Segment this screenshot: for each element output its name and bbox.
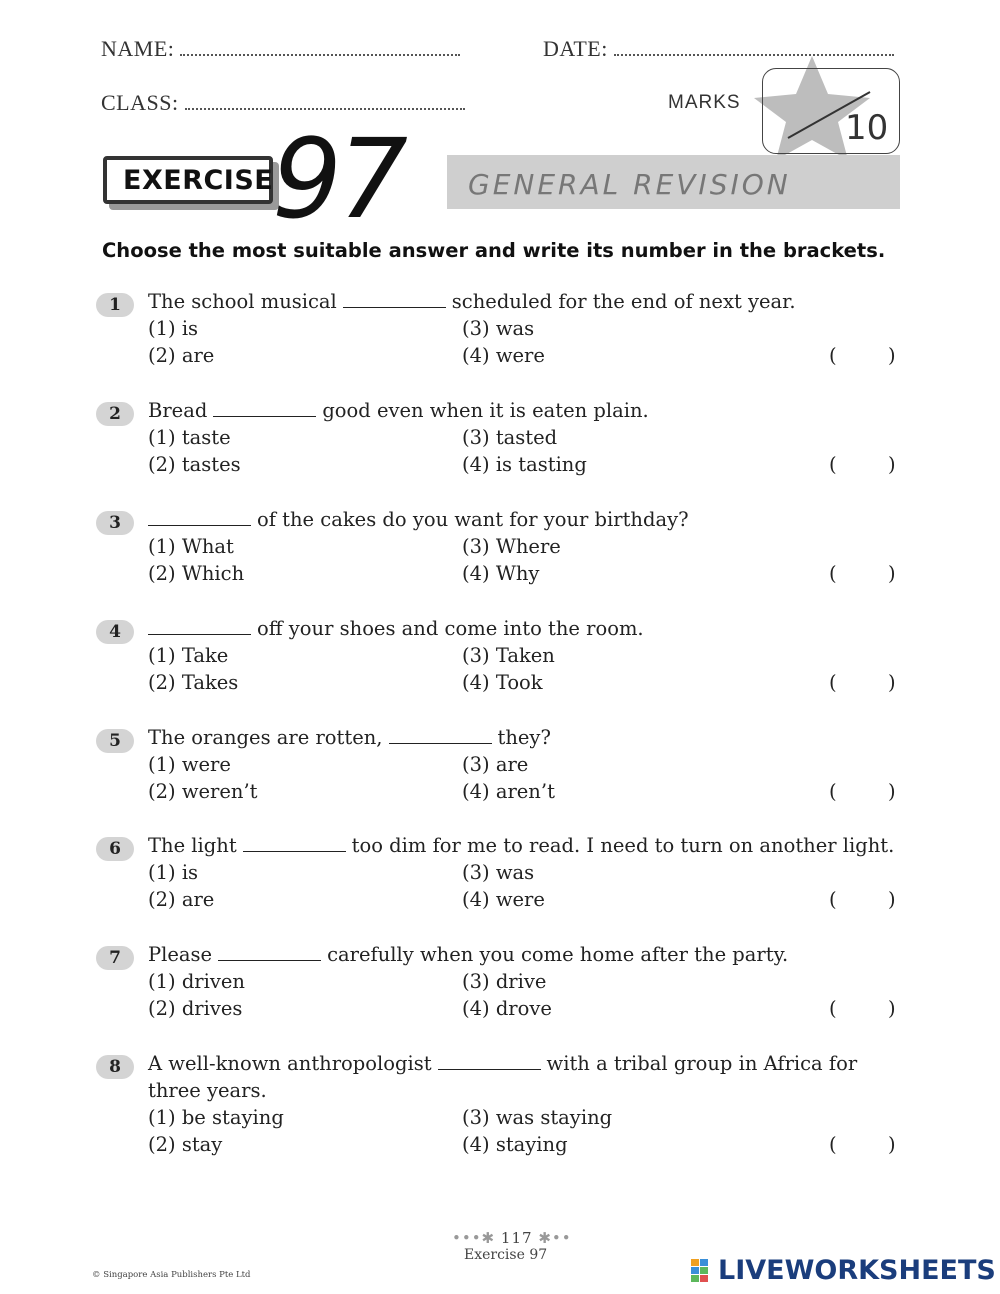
class-field xyxy=(101,90,465,116)
option-4[interactable]: (4) aren’t xyxy=(462,780,555,803)
answer-bracket-close: ) xyxy=(888,671,896,694)
answer-blank[interactable] xyxy=(148,511,251,526)
option-1[interactable]: (1) Take xyxy=(148,644,229,667)
page-number-line xyxy=(452,1229,572,1247)
liveworksheets-brand: LIVEWORKSHEETS xyxy=(718,1255,996,1286)
exercise-badge-label: EXERCISE xyxy=(123,164,274,196)
question-text xyxy=(148,399,649,422)
question-text-after: off your shoes and come into the room. xyxy=(257,617,644,640)
option-3[interactable]: (3) Taken xyxy=(462,644,555,667)
question-number-text: 6 xyxy=(109,839,121,859)
question-number xyxy=(96,946,134,970)
footer-dots-right: ✱•• xyxy=(538,1229,572,1247)
marks-label: MARKS xyxy=(668,92,741,113)
exercise-badge xyxy=(103,156,273,204)
option-1[interactable]: (1) be staying xyxy=(148,1106,284,1129)
question-text-after: good even when it is eaten plain. xyxy=(322,399,649,422)
answer-blank[interactable] xyxy=(243,837,346,852)
question-text-continued: three years. xyxy=(148,1079,267,1102)
exercise-number: 97 xyxy=(272,115,404,243)
question-text-before: The school musical xyxy=(148,290,337,313)
question-number-text: 1 xyxy=(109,295,121,315)
answer-bracket-open: ( xyxy=(829,888,837,911)
option-3[interactable]: (3) drive xyxy=(462,970,547,993)
option-2[interactable]: (2) Which xyxy=(148,562,245,585)
name-line[interactable] xyxy=(180,50,460,56)
option-2[interactable]: (2) Takes xyxy=(148,671,239,694)
option-2[interactable]: (2) drives xyxy=(148,997,243,1020)
answer-blank[interactable] xyxy=(438,1055,541,1070)
option-2[interactable]: (2) are xyxy=(148,344,215,367)
answer-bracket-open: ( xyxy=(829,344,837,367)
question-text-before: Please xyxy=(148,943,213,966)
option-4[interactable]: (4) is tasting xyxy=(462,453,587,476)
question-number-text: 5 xyxy=(109,731,121,751)
question-number-text: 7 xyxy=(109,948,121,968)
answer-input[interactable] xyxy=(846,342,884,368)
option-3[interactable]: (3) was xyxy=(462,861,535,884)
page-number: 117 xyxy=(500,1229,533,1247)
liveworksheets-logo[interactable] xyxy=(690,1255,996,1286)
option-3[interactable]: (3) was staying xyxy=(462,1106,613,1129)
answer-input[interactable] xyxy=(846,886,884,912)
class-label: CLASS: xyxy=(101,90,179,115)
marks-total: 10 xyxy=(845,108,889,148)
question-text-after: with a tribal group in Africa for xyxy=(546,1052,858,1075)
option-1[interactable]: (1) taste xyxy=(148,426,231,449)
option-3[interactable]: (3) Where xyxy=(462,535,561,558)
option-3[interactable]: (3) tasted xyxy=(462,426,558,449)
copyright: © Singapore Asia Publishers Pte Ltd xyxy=(92,1270,251,1280)
option-2[interactable]: (2) tastes xyxy=(148,453,241,476)
name-label: NAME: xyxy=(101,36,175,61)
option-2[interactable]: (2) weren’t xyxy=(148,780,258,803)
option-4[interactable]: (4) staying xyxy=(462,1133,568,1156)
name-field xyxy=(101,36,460,62)
option-1[interactable]: (1) is xyxy=(148,317,199,340)
footer-exercise-label: Exercise 97 xyxy=(464,1247,548,1263)
question-text-before: Bread xyxy=(148,399,208,422)
question-number xyxy=(96,837,134,861)
option-3[interactable]: (3) was xyxy=(462,317,535,340)
option-4[interactable]: (4) were xyxy=(462,888,545,911)
question-number-text: 8 xyxy=(109,1057,121,1077)
option-2[interactable]: (2) stay xyxy=(148,1133,223,1156)
answer-bracket-close: ) xyxy=(888,997,896,1020)
question-number xyxy=(96,1055,134,1079)
answer-bracket-close: ) xyxy=(888,344,896,367)
answer-blank[interactable] xyxy=(218,946,321,961)
option-1[interactable]: (1) What xyxy=(148,535,234,558)
option-4[interactable]: (4) Took xyxy=(462,671,543,694)
option-4[interactable]: (4) Why xyxy=(462,562,540,585)
answer-bracket-close: ) xyxy=(888,1133,896,1156)
question-number xyxy=(96,511,134,535)
question-text xyxy=(148,834,894,857)
answer-blank[interactable] xyxy=(343,293,446,308)
answer-bracket-open: ( xyxy=(829,1133,837,1156)
question-text xyxy=(148,290,796,313)
answer-blank[interactable] xyxy=(148,620,251,635)
answer-bracket-close: ) xyxy=(888,888,896,911)
question-text-after: too dim for me to read. I need to turn on another light. xyxy=(351,834,895,857)
question-number xyxy=(96,620,134,644)
answer-input[interactable] xyxy=(846,560,884,586)
answer-bracket-open: ( xyxy=(829,671,837,694)
answer-bracket-open: ( xyxy=(829,997,837,1020)
question-text xyxy=(148,1052,857,1075)
class-line[interactable] xyxy=(185,104,465,110)
question-number xyxy=(96,729,134,753)
option-1[interactable]: (1) driven xyxy=(148,970,245,993)
question-text-before: The light xyxy=(148,834,237,857)
option-1[interactable]: (1) is xyxy=(148,861,199,884)
question-number xyxy=(96,293,134,317)
question-number-text: 3 xyxy=(109,513,121,533)
answer-input[interactable] xyxy=(846,451,884,477)
question-text-after: of the cakes do you want for your birthday? xyxy=(257,508,689,531)
answer-blank[interactable] xyxy=(389,729,492,744)
option-4[interactable]: (4) drove xyxy=(462,997,552,1020)
question-number-text: 2 xyxy=(109,404,121,424)
answer-input[interactable] xyxy=(846,995,884,1021)
answer-blank[interactable] xyxy=(213,402,316,417)
question-text xyxy=(148,617,644,640)
question-text-before: A well-known anthropologist xyxy=(148,1052,432,1075)
answer-input[interactable] xyxy=(846,669,884,695)
answer-input[interactable] xyxy=(846,1131,884,1157)
answer-bracket-open: ( xyxy=(829,780,837,803)
instructions: Choose the most suitable answer and write its number in the brackets. xyxy=(102,239,886,262)
exercise-title: GENERAL REVISION xyxy=(468,168,791,201)
answer-bracket-open: ( xyxy=(829,562,837,585)
question-text-after: carefully when you come home after the party. xyxy=(327,943,789,966)
question-text-after: they? xyxy=(497,726,551,749)
option-1[interactable]: (1) were xyxy=(148,753,231,776)
question-text-after: scheduled for the end of next year. xyxy=(451,290,796,313)
answer-bracket-open: ( xyxy=(829,453,837,476)
question-text xyxy=(148,943,788,966)
question-text xyxy=(148,508,689,531)
footer-dots-left: •••✱ xyxy=(452,1229,496,1247)
question-text-before: The oranges are rotten, xyxy=(148,726,383,749)
question-number-text: 4 xyxy=(109,622,121,642)
answer-bracket-close: ) xyxy=(888,453,896,476)
option-2[interactable]: (2) are xyxy=(148,888,215,911)
answer-bracket-close: ) xyxy=(888,780,896,803)
date-label: DATE: xyxy=(543,36,608,61)
question-number xyxy=(96,402,134,426)
option-3[interactable]: (3) are xyxy=(462,753,529,776)
question-text xyxy=(148,726,551,749)
option-4[interactable]: (4) were xyxy=(462,344,545,367)
answer-input[interactable] xyxy=(846,778,884,804)
answer-bracket-close: ) xyxy=(888,562,896,585)
liveworksheets-grid-icon xyxy=(690,1258,718,1284)
